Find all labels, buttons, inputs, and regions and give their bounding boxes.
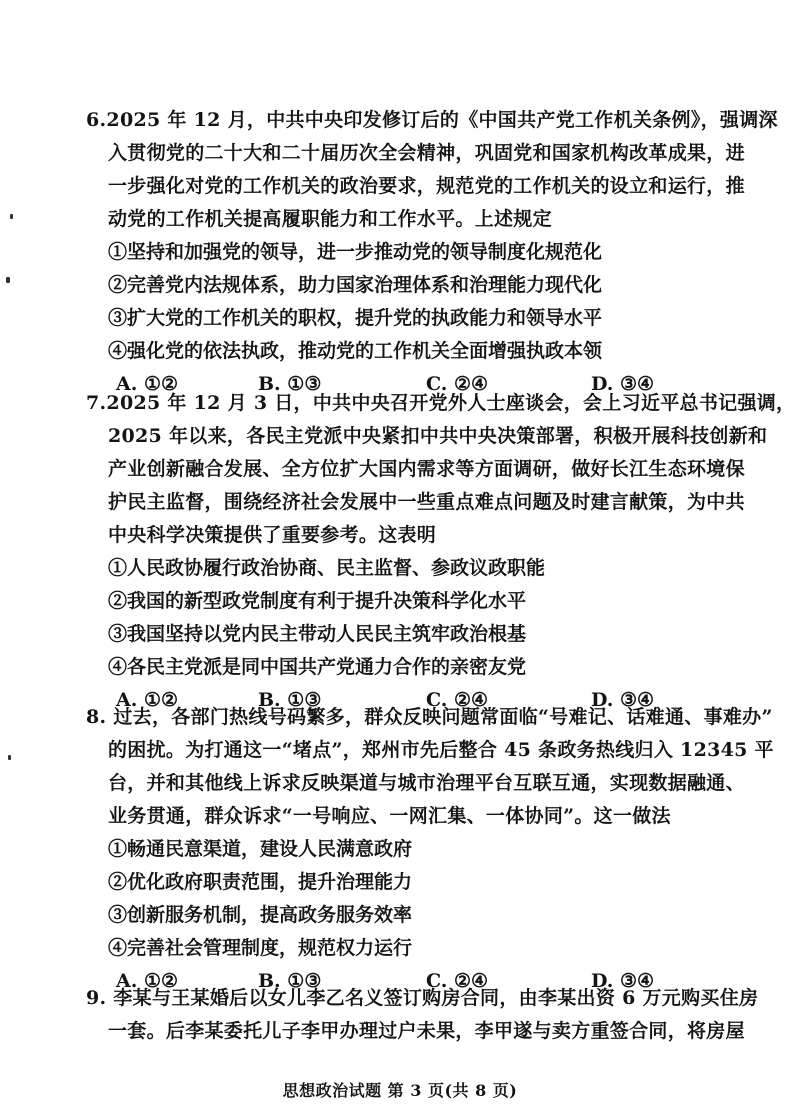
answer-statement: ④强化党的依法执政，推动党的工作机关全面增强执政本领 <box>108 340 603 362</box>
question-stem-line: 7.2025 年 12 月 3 日，中共中央召开党外人士座谈会，会上习近平总书记强调， <box>86 392 796 414</box>
choice-b: B. ①③ <box>258 970 322 992</box>
answer-statement: ④各民主党派是同中国共产党通力合作的亲密友党 <box>108 656 527 678</box>
question-6 <box>86 104 778 401</box>
question-stem-line: 入贯彻党的二十大和二十届历次全会精神，巩固党和国家机构改革成果，进 <box>108 142 745 164</box>
question-stem-line: 6.2025 年 12 月，中共中央印发修订后的《中国共产党工作机关条例》，强调深 <box>86 109 778 131</box>
scan-speck <box>8 755 11 760</box>
question-stem-line: 产业创新融合发展、全方位扩大国内需求等方面调研，做好长江生态环境保 <box>108 458 745 480</box>
answer-statement: ②完善党内法规体系，助力国家治理体系和治理能力现代化 <box>108 274 603 296</box>
choice-c: C. ②④ <box>426 689 489 711</box>
question-stem-line: 2025 年以来，各民主党派中央紧扣中共中央决策部署，积极开展科技创新和 <box>108 425 768 447</box>
answer-statement: ①畅通民意渠道，建设人民满意政府 <box>108 838 413 860</box>
question-stem-line: 动党的工作机关提高履职能力和工作水平。上述规定 <box>108 208 552 230</box>
question-stem-line: 台，并和其他线上诉求反映渠道与城市治理平台互联互通，实现数据融通、 <box>108 772 745 794</box>
question-stem-line: 中央科学决策提供了重要参考。这表明 <box>108 524 437 546</box>
choice-d: D. ③④ <box>591 373 655 395</box>
question-stem-line: 业务贯通，群众诉求“一号响应、一网汇集、一体协同”。这一做法 <box>108 805 671 827</box>
choice-d: D. ③④ <box>591 689 655 711</box>
choice-c: C. ②④ <box>426 373 489 395</box>
question-stem-line: 一步强化对党的工作机关的政治要求，规范党的工作机关的设立和运行，推 <box>108 175 745 197</box>
choice-a: A. ①② <box>116 373 179 395</box>
question-stem-line: 9. 李某与王某婚后以女儿李乙名义签订购房合同，由李某出资 6 万元购买住房 <box>86 987 759 1009</box>
page-footer: 思想政治试题 第 3 页(共 8 页) <box>282 1081 518 1100</box>
question-stem-line: 一套。后李某委托儿子李甲办理过户未果，李甲遂与卖方重签合同，将房屋 <box>108 1020 745 1042</box>
answer-statement: ③扩大党的工作机关的职权，提升党的执政能力和领导水平 <box>108 307 603 329</box>
answer-statement: ③我国坚持以党内民主带动人民民主筑牢政治根基 <box>108 623 527 645</box>
answer-statement: ①坚持和加强党的领导，进一步推动党的领导制度化规范化 <box>108 241 603 263</box>
choice-a: A. ①② <box>116 689 179 711</box>
answer-statement: ③创新服务机制，提高政务服务效率 <box>108 904 413 926</box>
scan-speck <box>10 214 13 219</box>
question-stem-line: 8. 过去，各部门热线号码繁多，群众反映问题常面临“号难记、话难通、事难办” <box>86 706 773 728</box>
choice-b: B. ①③ <box>258 689 322 711</box>
answer-statement: ②我国的新型政党制度有利于提升决策科学化水平 <box>108 590 527 612</box>
answer-statement: ④完善社会管理制度，规范权力运行 <box>108 937 413 959</box>
choice-c: C. ②④ <box>426 970 489 992</box>
question-stem-line: 的困扰。为打通这一“堵点”，郑州市先后整合 45 条政务热线归入 12345 平 <box>108 739 774 761</box>
choice-b: B. ①③ <box>258 373 322 395</box>
question-9 <box>86 982 759 1048</box>
answer-statement: ①人民政协履行政治协商、民主监督、参政议政职能 <box>108 557 546 579</box>
scan-speck <box>6 277 10 283</box>
choice-d: D. ③④ <box>591 970 655 992</box>
question-stem-line: 护民主监督，围绕经济社会发展中一些重点难点问题及时建言献策，为中共 <box>108 491 745 513</box>
choice-a: A. ①② <box>116 970 179 992</box>
answer-statement: ②优化政府职责范围，提升治理能力 <box>108 871 413 893</box>
